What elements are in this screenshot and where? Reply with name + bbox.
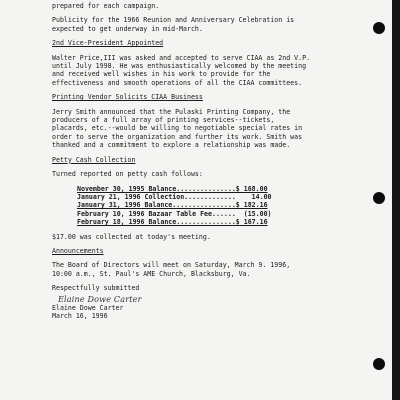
petty-cash-row: February 10, 1996 Bazaar Table Fee...... (15.00): [77, 209, 272, 218]
text-line: thanked and a commitment to explore a relationship was made.: [52, 141, 291, 150]
section-heading-printing: Printing Vendor Solicits CIAA Business: [52, 93, 203, 102]
background-edge: [392, 0, 400, 400]
petty-cash-row: February 18, 1996 Balance...............$ 167.16: [77, 218, 268, 227]
text-line: expected to get underway in mid-March.: [52, 24, 203, 33]
petty-cash-row: November 30, 1995 Balance...............$ 168.00: [77, 184, 268, 193]
signature: Elaine Dowe Carter: [58, 294, 142, 304]
petty-cash-row: January 21, 1996 Collection............. 14.00: [77, 192, 272, 201]
text-line: The Board of Directors will meet on Saturday, March 9. 1996,: [52, 261, 291, 270]
text-line: effectiveness and smooth operations of all the CIAA committees.: [52, 78, 303, 87]
punch-hole: [373, 192, 385, 204]
text-line: Jerry Smith announced that the Pulaski Printing Company, the: [52, 107, 291, 116]
document-body: [52, 2, 372, 320]
section-heading-vp: 2nd Vice-President Appointed: [52, 39, 164, 48]
text-line: producers of a full array of printing services--tickets,: [52, 116, 275, 125]
signer-name: Elaine Dowe Carter: [52, 303, 124, 312]
document-date: March 16, 1996: [52, 311, 108, 320]
text-line: placards, etc.--would be willing to negotiable special rates in: [52, 124, 303, 133]
text-line: Walter Price,III was asked and accepted to serve CIAA as 2nd V.P.: [52, 53, 311, 62]
text-line: $17.00 was collected at today's meeting.: [52, 232, 211, 241]
text-line: until July 1998. He was enthusiastically welcomed by the meeting: [52, 62, 307, 71]
section-heading-petty-cash: Petty Cash Collection: [52, 155, 136, 164]
text-line: Turned reported on petty cash follows:: [52, 170, 203, 179]
text-line: prepared for each campaign.: [52, 2, 160, 10]
text-line: and received well wishes in his work to provide for the: [52, 70, 271, 79]
punch-hole: [373, 22, 385, 34]
text-line: 10:00 a.m., St. Paul's AME Church, Blacksburg, Va.: [52, 269, 251, 278]
section-heading-announcements: Announcements: [52, 246, 104, 255]
text-line: order to serve the organization and further its work. Smith was: [52, 132, 303, 141]
punch-hole: [373, 358, 385, 370]
petty-cash-row: January 31, 1996 Balance................$ 182.16: [77, 201, 268, 210]
closing-text: Respectfully submitted: [52, 284, 140, 293]
petty-cash-table: [77, 185, 372, 227]
text-line: Publicity for the 1966 Reunion and Anniversary Celebration is: [52, 16, 295, 25]
